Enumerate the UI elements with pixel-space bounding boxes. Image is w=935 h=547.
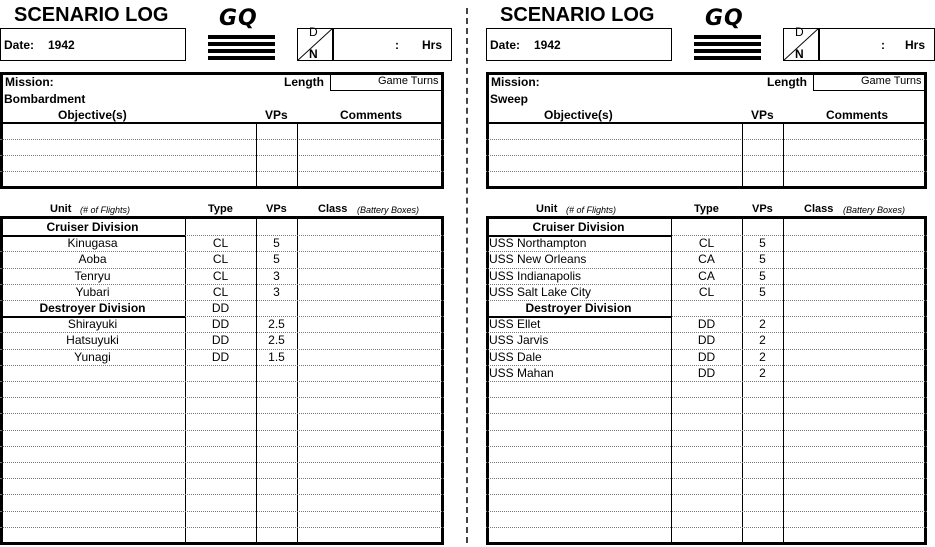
units-row-line [0, 494, 444, 495]
unit-vps: 5 [759, 252, 766, 266]
units-row-line [486, 430, 927, 431]
unit-name: USS Jarvis [489, 333, 549, 347]
night-label: N [795, 47, 804, 61]
comments-header: Comments [340, 108, 403, 122]
logo-stripe [208, 35, 275, 39]
division-heading: Cruiser Division [532, 220, 625, 234]
units-row-line [0, 397, 444, 398]
gq-logo: GQ [705, 6, 744, 31]
unit-type: CL [698, 236, 715, 250]
objectives-header-rule [0, 122, 444, 124]
units-row-line [0, 478, 444, 479]
time-separator: : [395, 38, 399, 52]
date-value[interactable]: 1942 [534, 38, 561, 52]
units-row-line [486, 381, 927, 382]
unit-type: DD [211, 333, 230, 347]
unit-type: DD [697, 317, 716, 331]
date-value[interactable]: 1942 [48, 38, 75, 52]
objective-row[interactable] [0, 155, 444, 156]
unit-note: (# of Flights) [566, 205, 617, 215]
unit-type: DD [211, 301, 230, 315]
objective-row[interactable] [0, 171, 444, 172]
logo-stripe [208, 42, 275, 46]
unit-vps: 2.5 [268, 317, 285, 331]
unit-type: CA [698, 269, 715, 283]
unit-type: CL [212, 236, 229, 250]
units-row-line [486, 462, 927, 463]
units-row-line [0, 527, 444, 528]
units-row-line [486, 478, 927, 479]
objectives-vps-header: VPs [751, 108, 774, 122]
sheet-title: SCENARIO LOG [14, 4, 169, 26]
units-row-line [486, 397, 927, 398]
length-label: Length [284, 75, 324, 89]
date-label: Date: [4, 38, 35, 52]
division-heading: Cruiser Division [46, 220, 139, 234]
unit-name: USS New Orleans [489, 252, 587, 266]
unit-vps: 2 [759, 350, 766, 364]
scenario-log-left [0, 0, 452, 547]
units-row-line [0, 511, 444, 512]
unit-vps: 1.5 [268, 350, 285, 364]
unit-vps: 5 [759, 236, 766, 250]
objective-row[interactable] [0, 139, 444, 140]
unit-vps: 2 [759, 317, 766, 331]
units-vps-header: VPs [752, 203, 773, 215]
unit-name: Yubari [75, 285, 110, 299]
units-row-line [486, 446, 927, 447]
game-turns-label: Game Turns [378, 75, 439, 87]
unit-name: USS Northampton [489, 236, 587, 250]
class-note: (Battery Boxes) [843, 205, 906, 215]
day-label: D [309, 25, 318, 39]
type-header: Type [694, 203, 719, 215]
division-heading: Destroyer Division [525, 301, 632, 315]
night-label: N [309, 47, 318, 61]
objective-col-divider [256, 124, 257, 188]
unit-header: Unit [536, 203, 558, 215]
class-note: (Battery Boxes) [357, 205, 420, 215]
unit-name: Kinugasa [67, 236, 118, 250]
units-row-line [0, 430, 444, 431]
unit-name: USS Salt Lake City [489, 285, 592, 299]
units-row-line [486, 413, 927, 414]
hrs-label: Hrs [905, 38, 926, 52]
objective-col-divider [742, 124, 743, 188]
logo-stripe [694, 56, 761, 60]
class-header: Class [804, 203, 834, 215]
division-heading: Destroyer Division [39, 301, 146, 315]
unit-type: CL [212, 252, 229, 266]
unit-name: Hatsuyuki [66, 333, 119, 347]
units-row-line [0, 381, 444, 382]
objective-row[interactable] [486, 171, 927, 172]
unit-name: USS Mahan [489, 366, 554, 380]
unit-name: Tenryu [74, 269, 111, 283]
units-row-line [486, 527, 927, 528]
unit-vps: 3 [273, 285, 280, 299]
mission-value[interactable]: Bombardment [4, 92, 86, 106]
objectives-header: Objective(s) [544, 108, 613, 122]
unit-type: CL [212, 269, 229, 283]
mission-label: Mission: [491, 75, 540, 89]
mission-label: Mission: [5, 75, 54, 89]
unit-vps: 5 [759, 269, 766, 283]
comments-header: Comments [826, 108, 889, 122]
units-row-line [0, 446, 444, 447]
units-row-line [0, 413, 444, 414]
mission-value[interactable]: Sweep [490, 92, 529, 106]
objective-col-divider [297, 124, 298, 188]
unit-name: USS Ellet [489, 317, 541, 331]
logo-stripe [208, 56, 275, 60]
unit-name: USS Indianapolis [489, 269, 582, 283]
unit-vps: 3 [273, 269, 280, 283]
objective-row[interactable] [486, 155, 927, 156]
unit-vps: 5 [759, 285, 766, 299]
unit-name: USS Dale [489, 350, 542, 364]
unit-type: DD [211, 350, 230, 364]
objective-row[interactable] [486, 139, 927, 140]
unit-type: DD [211, 317, 230, 331]
units-row-line [0, 365, 444, 366]
unit-type: DD [697, 366, 716, 380]
unit-vps: 2.5 [268, 333, 285, 347]
unit-header: Unit [50, 203, 72, 215]
units-row-line [486, 494, 927, 495]
unit-note: (# of Flights) [80, 205, 131, 215]
unit-type: CL [212, 285, 229, 299]
logo-stripe [694, 49, 761, 53]
day-label: D [795, 25, 804, 39]
gq-logo: GQ [219, 6, 258, 31]
hrs-label: Hrs [422, 38, 443, 52]
unit-type: DD [697, 333, 716, 347]
class-header: Class [318, 203, 348, 215]
logo-stripe [694, 42, 761, 46]
time-separator: : [881, 38, 885, 52]
units-vps-header: VPs [266, 203, 287, 215]
objectives-header-rule [486, 122, 927, 124]
unit-type: CA [698, 252, 715, 266]
unit-type: CL [698, 285, 715, 299]
logo-stripe [694, 35, 761, 39]
logo-stripe [208, 49, 275, 53]
unit-name: Aoba [78, 252, 107, 266]
units-row-line [486, 511, 927, 512]
objective-col-divider [783, 124, 784, 188]
unit-vps: 2 [759, 366, 766, 380]
type-header: Type [208, 203, 233, 215]
unit-type: DD [697, 350, 716, 364]
page-divider [466, 8, 468, 543]
unit-vps: 5 [273, 236, 280, 250]
units-row-line [0, 462, 444, 463]
scenario-log-right [486, 0, 935, 547]
unit-name: Shirayuki [67, 317, 118, 331]
objectives-header: Objective(s) [58, 108, 127, 122]
objectives-vps-header: VPs [265, 108, 288, 122]
game-turns-label: Game Turns [861, 75, 922, 87]
length-label: Length [767, 75, 807, 89]
unit-name: Yunagi [74, 350, 111, 364]
sheet-title: SCENARIO LOG [500, 4, 655, 26]
unit-vps: 5 [273, 252, 280, 266]
unit-vps: 2 [759, 333, 766, 347]
date-label: Date: [490, 38, 521, 52]
